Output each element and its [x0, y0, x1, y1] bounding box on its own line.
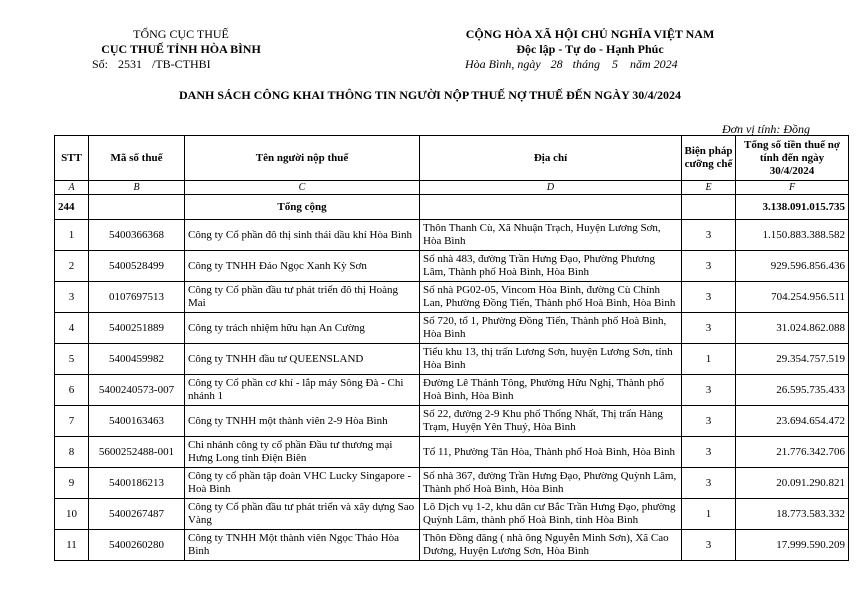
document-title: DANH SÁCH CÔNG KHAI THÔNG TIN NGƯỜI NỘP THUẾ NỢ THUẾ ĐẾN NGÀY 30/4/2024 [179, 88, 681, 102]
table-row [55, 530, 849, 561]
cell-taxpayer-name: Công ty Cổ phần đầu tư phát triển đô thị Hoàng Mai [185, 282, 420, 313]
cell-address: Đường Lê Thánh Tông, Phường Hữu Nghị, Thành phố Hoà Bình, Hòa Bình [420, 375, 682, 406]
table-row [55, 220, 849, 251]
cell-tax-code: 5400186213 [89, 468, 185, 499]
cell-taxpayer-name: Công ty TNHH Một thành viên Ngọc Thảo Hòa Bình [185, 530, 420, 561]
currency-unit: Đơn vị tính: Đồng [721, 122, 810, 136]
cell-stt: 7 [55, 406, 89, 437]
header-total-debt: Tổng số tiền thuế nợ tính đến ngày 30/4/2024 [736, 136, 849, 181]
cell-total-debt: 26.595.735.433 [736, 375, 849, 406]
cell-enforcement: 3 [682, 282, 736, 313]
cell-enforcement: 3 [682, 375, 736, 406]
header-taxpayer-name: Tên người nộp thuế [185, 136, 420, 181]
cell-enforcement: 1 [682, 344, 736, 375]
total-empty-cell [89, 195, 185, 220]
cell-enforcement: 3 [682, 468, 736, 499]
letter-e: E [682, 181, 736, 195]
letter-c: C [185, 181, 420, 195]
table-row [55, 468, 849, 499]
document-number-label: Số: [92, 57, 109, 71]
agency-header [66, 27, 296, 57]
date-month: 5 [612, 57, 618, 71]
cell-taxpayer-name: Công ty TNHH một thành viên 2-9 Hòa Bình [185, 406, 420, 437]
table-header-row [55, 136, 849, 181]
header-address: Địa chỉ [420, 136, 682, 181]
cell-tax-code: 5400260280 [89, 530, 185, 561]
cell-address: Số nhà 483, đường Trần Hưng Đạo, Phường Phương Lâm, Thành phố Hoà Bình, Hòa Bình [420, 251, 682, 282]
cell-address: Số nhà PG02-05, Vincom Hòa Bình, đường Cù Chính Lan, Phường Đồng Tiến, Thành phố Hoà Bình, Hòa Bình [420, 282, 682, 313]
cell-address: Thôn Thanh Cù, Xã Nhuận Trạch, Huyện Lương Sơn, Hòa Bình [420, 220, 682, 251]
cell-taxpayer-name: Công ty TNHH Đảo Ngọc Xanh Kỳ Sơn [185, 251, 420, 282]
table-row [55, 437, 849, 468]
date-day: 28 [550, 57, 563, 71]
national-motto: Độc lập - Tự do - Hạnh Phúc [516, 42, 664, 56]
cell-enforcement: 1 [682, 499, 736, 530]
cell-taxpayer-name: Công ty Cổ phần đầu tư phát triển và xây dựng Sao Vàng [185, 499, 420, 530]
cell-taxpayer-name: Công ty Cổ phần cơ khí - lắp máy Sông Đà - Chi nhánh 1 [185, 375, 420, 406]
date-place: Hòa Bình, ngày [465, 57, 541, 71]
cell-taxpayer-name: Công ty trách nhiệm hữu hạn An Cường [185, 313, 420, 344]
tax-debt-table [54, 135, 849, 561]
cell-enforcement: 3 [682, 406, 736, 437]
cell-tax-code: 5400251889 [89, 313, 185, 344]
cell-total-debt: 20.091.290.821 [736, 468, 849, 499]
agency-name: CỤC THUẾ TỈNH HÒA BÌNH [101, 42, 261, 56]
table-row [55, 282, 849, 313]
table-row [55, 344, 849, 375]
cell-taxpayer-name: Công ty TNHH đầu tư QUEENSLAND [185, 344, 420, 375]
column-letter-row [55, 181, 849, 195]
total-amount: 3.138.091.015.735 [736, 195, 849, 220]
cell-address: Lô Dịch vụ 1-2, khu dân cư Bắc Trần Hưng Đạo, phường Quỳnh Lâm, thành phố Hoà Bình, tỉnh Hòa Bình [420, 499, 682, 530]
cell-stt: 5 [55, 344, 89, 375]
cell-stt: 8 [55, 437, 89, 468]
document-number [92, 57, 211, 72]
letter-d: D [420, 181, 682, 195]
cell-total-debt: 929.596.856.436 [736, 251, 849, 282]
cell-tax-code: 5400366368 [89, 220, 185, 251]
table-row [55, 375, 849, 406]
header-enforcement: Biện pháp cưỡng chế [682, 136, 736, 181]
cell-stt: 11 [55, 530, 89, 561]
cell-total-debt: 17.999.590.209 [736, 530, 849, 561]
total-count: 244 [55, 195, 89, 220]
cell-tax-code: 5600252488-001 [89, 437, 185, 468]
cell-taxpayer-name: Công ty Cổ phần đô thị sinh thái dầu khí Hòa Bình [185, 220, 420, 251]
cell-address: Tiểu khu 13, thị trấn Lương Sơn, huyện Lương Sơn, tỉnh Hòa Bình [420, 344, 682, 375]
date-year-label: năm [630, 57, 651, 71]
cell-address: Số nhà 367, đường Trần Hưng Đạo, Phường Quỳnh Lâm, Thành phố Hoà Bình, Hòa Bình [420, 468, 682, 499]
table-row [55, 251, 849, 282]
cell-stt: 3 [55, 282, 89, 313]
cell-enforcement: 3 [682, 251, 736, 282]
cell-address: Thôn Đồng đăng ( nhà ông Nguyễn Minh Sơn), Xã Cao Dương, Huyện Lương Sơn, Hòa Bình [420, 530, 682, 561]
cell-address: Số 720, tổ 1, Phường Đồng Tiến, Thành phố Hoà Bình, Hòa Bình [420, 313, 682, 344]
cell-taxpayer-name: Công ty cổ phần tập đoàn VHC Lucky Singapore - Hoà Bình [185, 468, 420, 499]
cell-enforcement: 3 [682, 530, 736, 561]
cell-total-debt: 704.254.956.511 [736, 282, 849, 313]
table-row [55, 499, 849, 530]
cell-tax-code: 5400459982 [89, 344, 185, 375]
cell-stt: 1 [55, 220, 89, 251]
cell-enforcement: 3 [682, 220, 736, 251]
letter-b: B [89, 181, 185, 195]
table-row [55, 313, 849, 344]
letter-f: F [736, 181, 849, 195]
date-month-label: tháng [572, 57, 600, 71]
national-header [440, 27, 740, 57]
table-row [55, 406, 849, 437]
cell-total-debt: 23.694.654.472 [736, 406, 849, 437]
cell-tax-code: 5400240573-007 [89, 375, 185, 406]
document-date [465, 57, 678, 72]
header-tax-code: Mã số thuế [89, 136, 185, 181]
document-number-suffix: /TB-CTHBI [152, 57, 211, 71]
cell-total-debt: 21.776.342.706 [736, 437, 849, 468]
header-stt: STT [55, 136, 89, 181]
date-year: 2024 [653, 57, 678, 71]
cell-address: Số 22, đường 2-9 Khu phố Thống Nhất, Thị trấn Hàng Trạm, Huyện Yên Thuỷ, Hòa Bình [420, 406, 682, 437]
cell-enforcement: 3 [682, 313, 736, 344]
cell-total-debt: 29.354.757.519 [736, 344, 849, 375]
total-empty-cell [682, 195, 736, 220]
cell-total-debt: 31.024.862.088 [736, 313, 849, 344]
letter-a: A [55, 181, 89, 195]
total-empty-cell [420, 195, 682, 220]
cell-enforcement: 3 [682, 437, 736, 468]
cell-total-debt: 18.773.583.332 [736, 499, 849, 530]
cell-stt: 2 [55, 251, 89, 282]
cell-tax-code: 0107697513 [89, 282, 185, 313]
cell-stt: 4 [55, 313, 89, 344]
cell-tax-code: 5400163463 [89, 406, 185, 437]
cell-total-debt: 1.150.883.388.582 [736, 220, 849, 251]
document-number-value: 2531 [118, 57, 143, 71]
total-label: Tổng cộng [185, 195, 420, 220]
cell-address: Tổ 11, Phường Tân Hòa, Thành phố Hoà Bình, Hòa Bình [420, 437, 682, 468]
total-row [55, 195, 849, 220]
cell-tax-code: 5400528499 [89, 251, 185, 282]
cell-taxpayer-name: Chi nhánh công ty cổ phần Đầu tư thương mại Hưng Long tỉnh Điện Biên [185, 437, 420, 468]
cell-stt: 9 [55, 468, 89, 499]
cell-stt: 6 [55, 375, 89, 406]
agency-parent: TỔNG CỤC THUẾ [133, 27, 229, 41]
national-title: CỘNG HÒA XÃ HỘI CHỦ NGHĨA VIỆT NAM [465, 27, 715, 41]
cell-stt: 10 [55, 499, 89, 530]
cell-tax-code: 5400267487 [89, 499, 185, 530]
